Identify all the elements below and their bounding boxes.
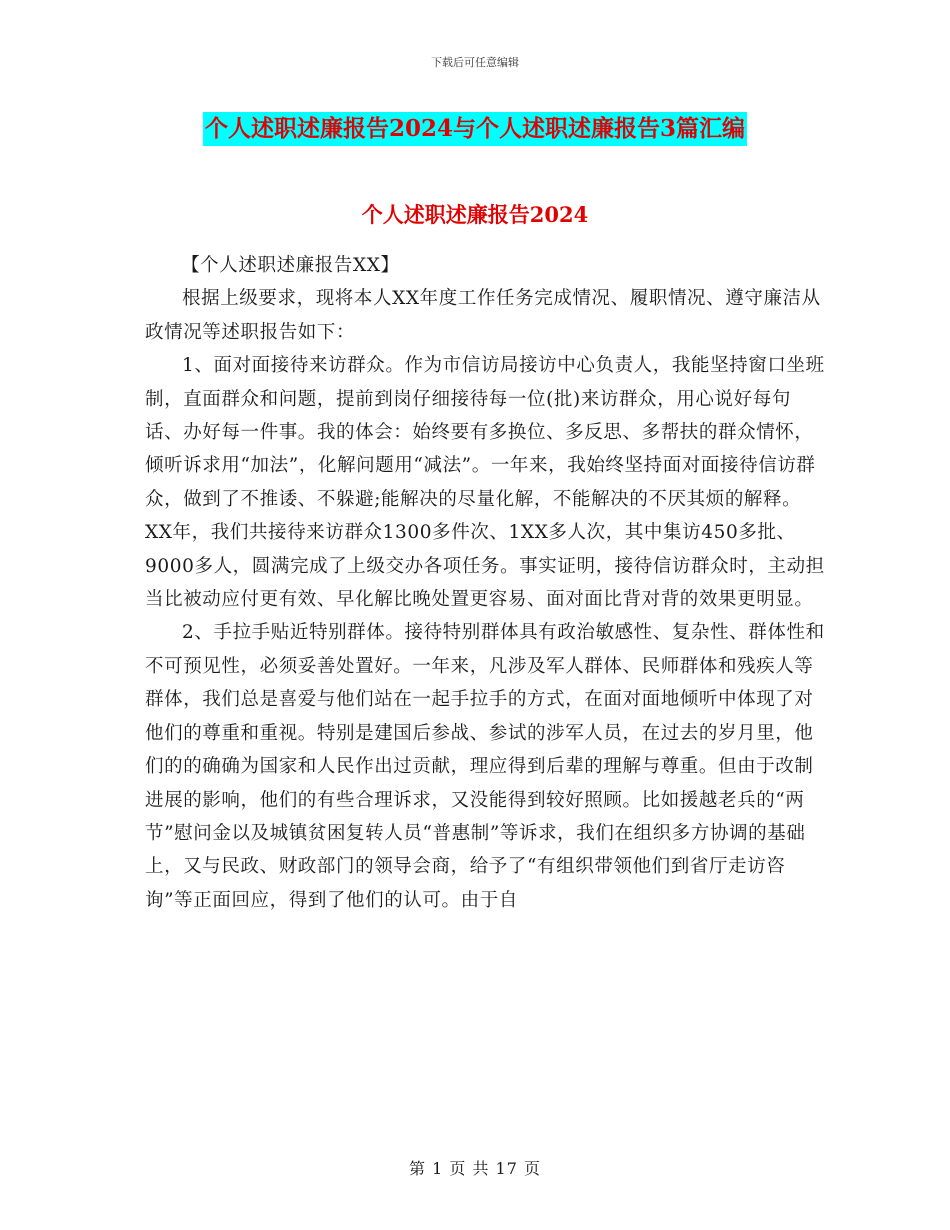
page-number-footer: 第 1 页 共 17 页 — [409, 1159, 541, 1178]
document-title: 个人述职述廉报告2024与个人述职述廉报告3篇汇编 — [203, 112, 747, 146]
paragraph: 2、手拉手贴近特别群体。接待特别群体具有政治敏感性、复杂性、群体性和不可预见性，必须妥善处置好。一年来，凡涉及军人群体、民师群体和残疾人等群体，我们总是喜爱与他们站在一起手拉手的方式，在面对面地倾听中体现了对他们的尊重和重视。特别是建国后参战、参试的涉军人员，在过去的岁月里，他们的的确确为国家和人民作出过贡献，理应得到后辈的理解与尊重。但由于改制进展的影响，他们的有些合理诉求，又没能得到较好照顾。比如援越老兵的“两节”慰问金以及城镇贫困复转人员“普惠制”等诉求，我们在组织多方协调的基础上，又与民政、财政部门的领导会商，给予了“有组织带领他们到省厅走访咨询”等正面回应，得到了他们的认可。由于自 — [145, 622, 825, 911]
document-body — [145, 249, 825, 917]
document-title-container — [0, 112, 950, 146]
paragraph: 根据上级要求，现将本人XX年度工作任务完成情况、履职情况、遵守廉洁从政情况等述职报告如下： — [145, 288, 821, 343]
section-title: 个人述职述廉报告2024 — [361, 202, 589, 227]
paragraph: 1、面对面接待来访群众。作为市信访局接访中心负责人，我能坚持窗口坐班制，直面群众和问题，提前到岗仔细接待每一位(批)来访群众，用心说好每句话、办好每一件事。我的体会：始终要有多换位、多反思、多帮扶的群众情怀，倾听诉求用“加法”，化解问题用“减法”。一年来，我始终坚持面对面接待信访群众，做到了不推诿、不躲避;能解决的尽量化解，不能解决的不厌其烦的解释。XX年，我们共接待来访群众1300多件次、1XX多人次，其中集访450多批、 9000多人，圆满完成了上级交办各项任务。事实证明，接待信访群众时，主动担当比被动应付更有效、早化解比晚处置更容易、面对面比背对背的效果更明显。 — [145, 355, 825, 611]
page-header-note: 下载后可任意编辑 — [431, 56, 519, 69]
paragraph-subtitle: 【个人述职述廉报告XX】 — [181, 255, 400, 276]
